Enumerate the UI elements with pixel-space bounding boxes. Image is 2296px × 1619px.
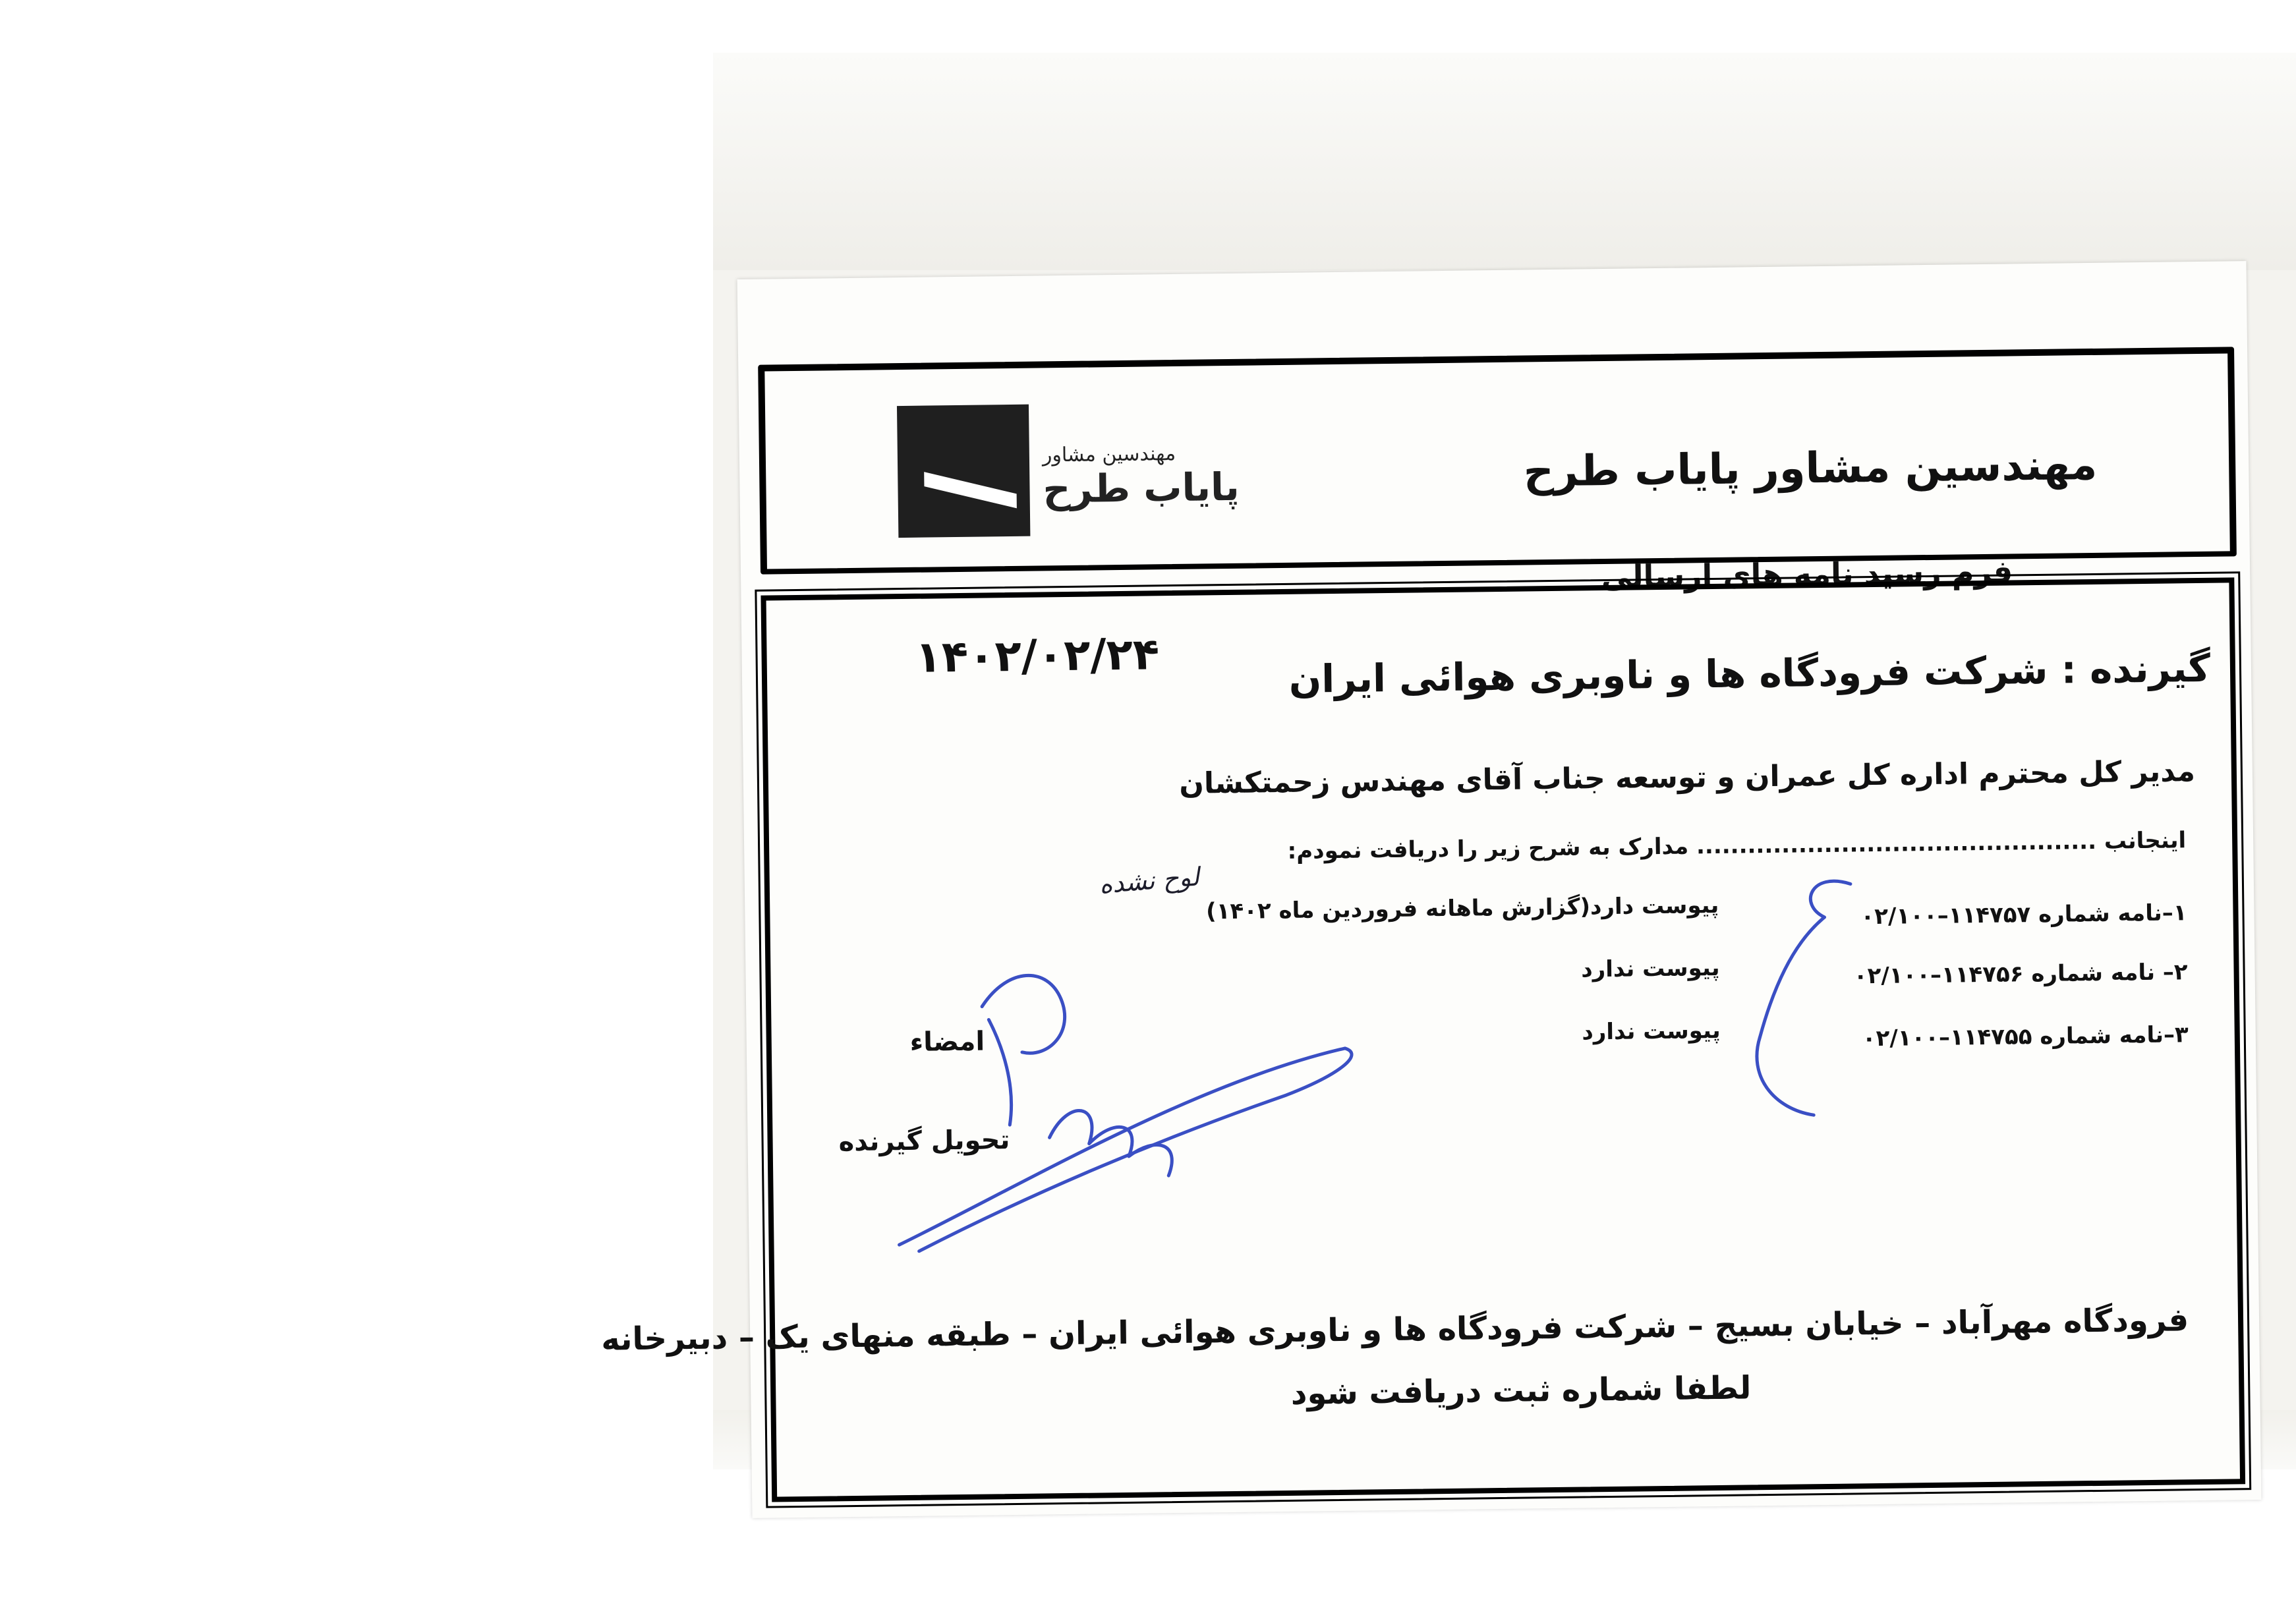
logo-mark — [924, 472, 1017, 508]
recipient: گیرنده : شرکت فرودگاه ها و ناوبری هوائی ایران — [1288, 645, 2211, 702]
scan-top-band — [713, 53, 2296, 270]
signature-tail-stroke — [989, 1019, 1012, 1125]
attachment-status-1: پیوست دارد(گزارش ماهانه فروردین ماه ۱۴۰۲) — [1205, 892, 1719, 925]
attachment-status-2: پیوست ندارد — [1580, 954, 1720, 983]
signature-loop-stroke — [897, 1048, 1354, 1251]
address-line-2: لطفا شماره ثبت دریافت شود — [1290, 1369, 1752, 1412]
signature-label: امضاء — [909, 1026, 985, 1058]
header-box — [758, 347, 2237, 595]
signature-numeral-stroke — [982, 975, 1066, 1054]
address-line-1: فرودگاه مهرآباد – خیابان بسیج – شرکت فرودگاه ها و ناوبری هوائی ایران – طبقه منهای یک – دبیرخانه — [600, 1301, 2189, 1358]
letter-item-1: ۱–نامه شماره ۱۱۴۷۵۷–۰۲/۱۰۰ — [1860, 899, 2187, 930]
deliverer-label: تحویل گیرنده — [838, 1125, 1010, 1158]
form-title: فرم رسید نامه های ارسالی — [1601, 554, 2013, 595]
salutation: مدیر کل محترم اداره کل عمران و توسعه جناب آقای مهندس زحمتکشان — [1179, 754, 2196, 801]
handwritten-note: لوح نشده — [1098, 862, 1201, 899]
letter-item-2: ۲– نامه شماره ۱۱۴۷۵۶–۰۲/۱۰۰ — [1853, 959, 2188, 990]
attachment-status-3: پیوست ندارد — [1582, 1017, 1721, 1046]
receipt-body-box — [600, 577, 2245, 1502]
signature-bracket-stroke — [1755, 881, 1854, 1116]
logo-name: پایاب طرح — [1043, 464, 1240, 512]
date: ۱۴۰۲/۰۲/۲۴ — [915, 629, 1160, 683]
received-line: اینجانب ............................................... مدارک به شرح زیر را دریافت نمودم: — [1287, 827, 2187, 865]
logo-top-text: مهندسین مشاور — [1042, 441, 1176, 467]
company-logo — [897, 405, 1030, 538]
handwritten-signature — [766, 582, 2240, 1496]
company-title: مهندسین مشاور پایاب طرح — [1523, 440, 2098, 497]
receipt-form — [600, 261, 2262, 1518]
letter-item-3: ۳–نامه شماره ۱۱۴۷۵۵–۰۲/۱۰۰ — [1862, 1021, 2189, 1052]
